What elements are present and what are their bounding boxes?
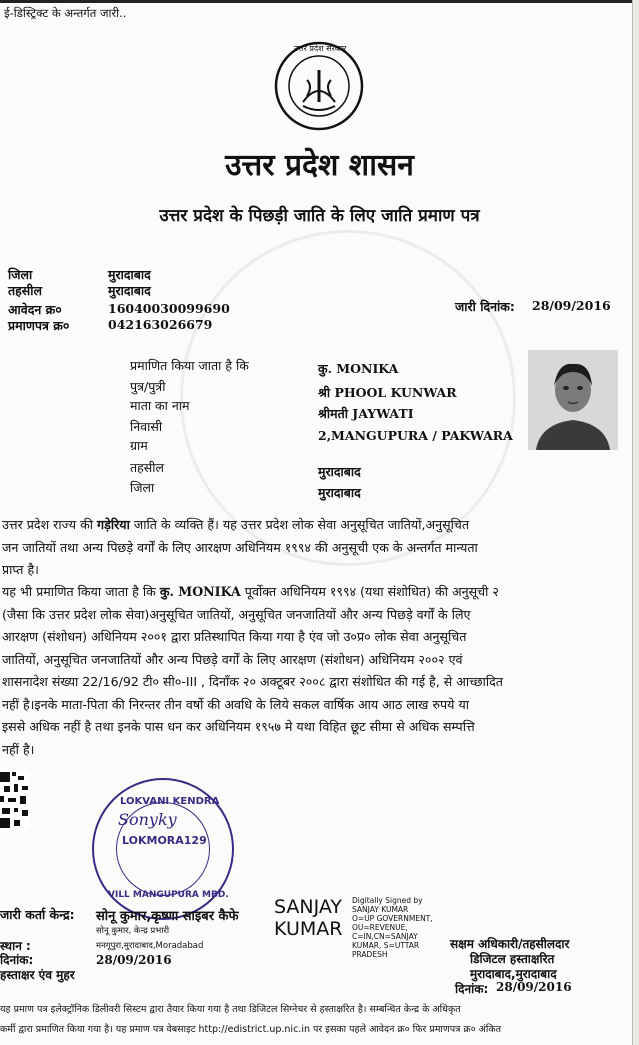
digital-sign-details (352, 896, 433, 959)
p2-line1 (2, 581, 622, 604)
stamp-ring-text: LOKVANI KENDRA (120, 796, 220, 807)
ds-line-5: C=IN,CN=SANJAY (352, 932, 418, 941)
p1-text-a: उत्तर प्रदेश राज्य की (2, 517, 98, 532)
emblem-text: उत्तर प्रदेश सरकार (293, 44, 347, 53)
p2-text-a: यह भी प्रमाणित किया जाता है कि (2, 584, 160, 599)
stamp-signature: Sonyky (118, 810, 177, 829)
authority-title: सक्षम अधिकारी/तहसीलदार (450, 937, 570, 951)
paragraph-caste (2, 514, 622, 582)
authority-date-label: दिनांक: (455, 982, 489, 996)
digital-sign-name-2: KUMAR (274, 918, 343, 940)
issue-date-label: जारी दिनांक: (455, 299, 515, 314)
ds-line-4: OU=REVENUE, (352, 923, 408, 932)
issuer-date-label: दिनांक: (0, 953, 34, 967)
p1-line1 (2, 514, 622, 537)
footer-line-2: कर्मी द्वारा प्रमाणित किया गया है। यह प्रमाण पत्र वेबसाइट http://edistrict.up.nic.in पर इसका पहले आवेदन क्र० फिर प्रमाणपत्र क्र० अंकित (0, 1024, 502, 1035)
application-number: 16040030099690 (108, 301, 230, 316)
ds-line-3: O=UP GOVERNMENT, (352, 914, 433, 923)
details-tehsil-label: तहसील (130, 460, 164, 475)
stamp-bottom-text: VILL MANGUPURA MBD. (108, 890, 229, 900)
village-label: ग्राम (130, 438, 148, 453)
person-photo-icon (528, 350, 618, 450)
resident-label: निवासी (130, 419, 163, 434)
p2-line5: शासनादेश संख्या 22/16/92 टी० सी०-III , दिनाँक २० अक्टूबर २००८ द्वारा संशोधित की गई है, से आच्छादित (2, 674, 503, 689)
father-name: श्री PHOOL KUNWAR (318, 385, 457, 400)
qr-code-icon (0, 770, 30, 830)
issuer-place-label: स्थान : (0, 939, 31, 953)
p2-line2: (जैसा कि उत्तर प्रदेश लोक सेवा)अनुसूचित जातियों, अनुसूचित जनजातियों और अन्य पिछड़े वर्गों के लिए (2, 606, 471, 622)
applicant-photo (528, 350, 618, 450)
certificate-label: प्रमाणपत्र क्र० (8, 318, 70, 333)
child-label: पुत्र/पुत्री (130, 379, 166, 394)
caste-name: गड़ेरिया (97, 517, 130, 532)
ds-line-1: Digitally Signed by (352, 896, 423, 905)
p2-line7: इससे अधिक नहीं है तथा इनके पास धन कर अधिनियम १९५७ मे यथा विहित छूट सीमा से अधिक सम्पत्ति (2, 719, 475, 734)
government-heading: उत्तर प्रदेश शासन (225, 148, 414, 183)
ds-line-6: KUMAR, S=UTTAR (352, 941, 420, 950)
p2-line6: नहीं है।इनके माता-पिता की निरन्तर तीन वर्षो की अवधि के लिये सकल वार्षिक आय आठ लाख रुपये या (2, 696, 470, 712)
issuer-center-label: जारी कर्ता केन्द्र: (0, 907, 75, 922)
issue-date-value: 28/09/2016 (532, 298, 611, 313)
resident-address: 2,MANGUPURA / PAKWARA (318, 428, 513, 443)
details-tehsil-value: मुरादाबाद (318, 464, 361, 479)
details-district-label: जिला (130, 480, 155, 495)
authority-date-value: 28/09/2016 (496, 980, 572, 994)
top-border (0, 0, 639, 3)
tehsil-value: मुरादाबाद (108, 283, 151, 298)
issuer-signature-label: हस्ताक्षर एंव मुहर (0, 968, 75, 982)
applicant-name: कु. MONIKA (318, 361, 399, 376)
p1-text-b: जाति के व्यक्ति हैं। यह उत्तर प्रदेश लोक सेवा अनुसूचित जातियों,अनुसूचित (129, 517, 470, 532)
application-label: आवेदन क्र० (8, 302, 62, 317)
certificate-title: उत्तर प्रदेश के पिछड़ी जाति के लिए जाति प्रमाण पत्र (159, 206, 480, 226)
certified-label: प्रमाणित किया जाता है कि (130, 358, 249, 373)
district-value: मुरादाबाद (108, 267, 151, 282)
issuer-place-value: मनगूपुरा,मुरादाबाद,Moradabad (96, 941, 204, 951)
paragraph-creamy-layer (2, 581, 622, 761)
stamp-center-text: LOKMORA129 (122, 834, 207, 847)
issuer-center-value: सोनू कुमार,कृष्णा साइबर कैफे (96, 909, 239, 924)
district-label: जिला (8, 267, 33, 282)
certificate-number: 042163026679 (108, 317, 213, 332)
authority-signed: डिजिटल हस्ताक्षरित (470, 952, 555, 966)
issuer-center-sub: सोनू कुमार, केन्द्र प्रभारी (96, 926, 170, 936)
p1-line2: जन जातियों तथा अन्य पिछड़े वर्गों के लिए आरक्षण अधिनियम १९९४ की अनुसूची एक के अन्तर्गत मान्यता (2, 539, 478, 555)
mother-name: श्रीमती JAYWATI (318, 406, 414, 421)
tehsil-label: तहसील (8, 283, 42, 298)
authority-place: मुरादाबाद,मुरादाबाद (470, 967, 557, 981)
p2-line8: नहीं है। (2, 741, 35, 757)
p1-line3: प्राप्त है। (2, 562, 39, 577)
issuer-date-value: 28/09/2016 (96, 953, 172, 967)
footer-line-1: यह प्रमाण पत्र इलेक्ट्रॉनिक डिलीवरी सिस्टम द्वारा तैयार किया गया है तथा डिजिटल सिग्नेचर से हस्ताक्षरित है। सम्बन्धित केन्द्र के अधिकृत (0, 1004, 461, 1015)
digital-sign-name-1: SANJAY (274, 896, 343, 918)
details-district-value: मुरादाबाद (318, 485, 361, 500)
mother-label: माता का नाम (130, 398, 190, 413)
p2-line4: जातियों, अनुसूचित जनजातियों और अन्य पिछड़े वर्गों के लिए आरक्षण (संशोधन) अधिनियम २००२ एवं (2, 651, 463, 667)
ds-line-7: PRADESH (352, 950, 388, 959)
p2-applicant-name: कु. MONIKA (159, 584, 241, 599)
p2-line3: आरक्षण (संशोधन) अधिनियम २००१ द्वारा प्रतिस्थापित किया गया है एंव जो उ०प्र० लोक सेवा अनुसूचित (2, 629, 467, 644)
ds-line-2: SANJAY KUMAR (352, 905, 409, 914)
p2-text-b: पूर्वोक्त अधिनियम १९९४ (यथा संशोधित) की अनुसूची २ (240, 584, 499, 599)
top-note: ई-डिस्ट्रिक्ट के अन्तर्गत जारी.. (4, 6, 127, 20)
